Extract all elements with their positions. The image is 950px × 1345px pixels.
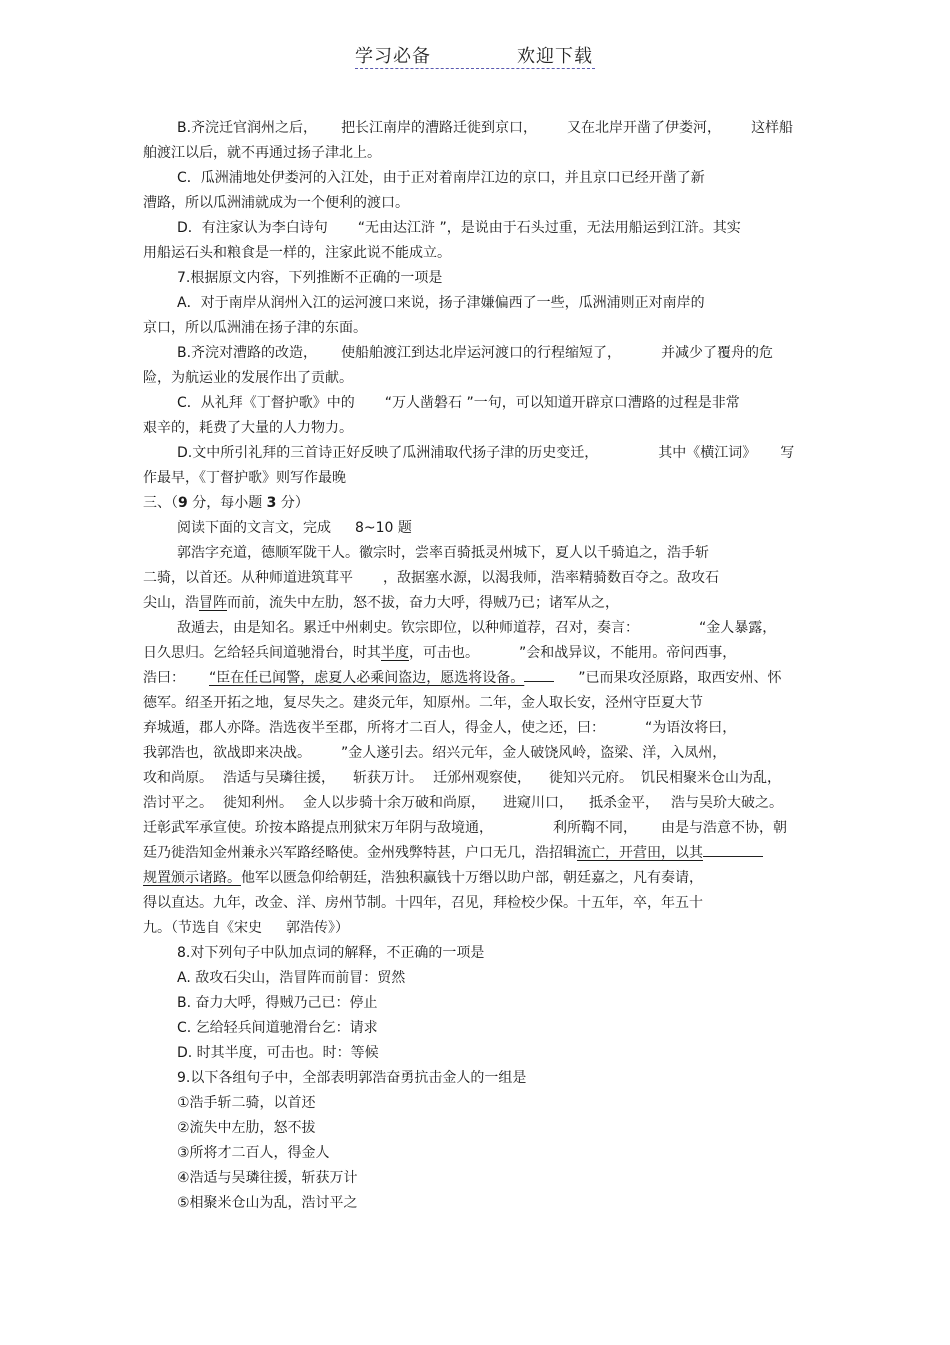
q6-option-b-line1: B.齐浣迁官润州之后， 把长江南岸的漕路迁徙到京口， 又在北岸开凿了伊娄河， 这样船 [177,120,794,136]
underlined-sentence: 流亡，开营田，以其 [577,845,703,861]
passage-line: 弃城遁，郡人亦降。浩选夜半至郡，所将才二百人，得金人，使之还，曰： “为语汝将曰， [143,720,737,736]
q7-option-a-line1: A．对于南岸从润州入江的运河渡口来说，扬子津嫌偏西了一些，瓜洲浦则正对南岸的 [177,295,705,311]
q7-option-c-line2: 艰辛的，耗费了大量的人力物力。 [143,420,353,436]
passage-line: 得以直达。九年，改金、洋、房州节制。十四年，召见，拜检校少保。十五年，卒，年五十 [143,895,703,911]
q8-option-a: A. 敌攻石尖山，浩冒阵而前冒：贸然 [177,970,406,986]
q9-item-2: ②流失中左肋，怒不拔 [177,1120,316,1136]
question-8: 8.对下列句子中队加点词的解释，不正确的一项是 [177,945,485,961]
section-3-heading: 三、（9 分，每小题 3 分） [143,495,309,511]
q6-option-c-line2: 漕路，所以瓜洲浦就成为一个便利的渡口。 [143,195,409,211]
q6-option-d-line1: D．有注家认为李白诗句 “无由达江浒 ”，是说由于石头过重，无法用船运到江浒。其实 [177,220,741,236]
q7-option-b-line1: B.齐浣对漕路的改造， 使船舶渡江到达北岸运河渡口的行程缩短了， 并减少了覆舟的危 [177,345,774,361]
underlined-sentence: 规置颁示诸路。 [143,870,241,886]
passage-line: 廷乃徙浩知金州兼永兴军路经略使。金州残弊特甚，户口无几，浩招辑流亡，开营田，以其 [143,841,815,866]
question-7: 7.根据原文内容，下列推断不正确的一项是 [177,270,443,286]
q8-option-d: D. 时其半度，可击也。时：等候 [177,1045,379,1061]
underlined-sentence: “臣在任已闻警，虑夏人必乘间盗边，愿选将设备。 [209,670,525,686]
passage-line: 日久思归。乞给轻兵间道驰滑台，时其半度，可击也。 ”会和战异议，不能用。帝问西事， [143,645,737,661]
passage-line: 浩讨平之。 徙知利州。 金人以步骑十余万破和尚原， 进窥川口， 抵杀金平， 浩与吴玠大破之。 [143,795,783,811]
document-body [143,116,815,1216]
page-header [355,40,595,69]
passage-line: 规置颁示诸路。他军以匮急仰给朝廷，浩独积赢钱十万缗以助户部，朝廷嘉之，凡有奏请， [143,870,703,886]
q9-item-3: ③所将才二百人，得金人 [177,1145,330,1161]
q6-option-d-line2: 用船运石头和粮食是一样的，注家此说不能成立。 [143,245,451,261]
q8-option-b: B. 奋力大呼，得贼乃己已：停止 [177,995,378,1011]
q7-option-c-line1: C．从礼拜《丁督护歌》中的 “万人凿磐石 ”一句，可以知道开辟京口漕路的过程是非常 [177,395,740,411]
passage-line: 我郭浩也，欲战即来决战。 ”金人遂引去。绍兴元年，金人破饶风岭，盗梁、洋，入凤州， [143,745,727,761]
passage-line: 迁彰武军承宣使。玠按本路提点刑狱宋万年阴与敌境通， 利所鞫不同， 由是与浩意不协，朝 [143,820,787,836]
passage-line: 郭浩字充道，德顺军陇干人。徽宗时，尝率百骑抵灵州城下，夏人以千骑追之，浩手斩 [177,545,709,561]
q6-option-b-line2: 舶渡江以后，就不再通过扬子津北上。 [143,145,381,161]
underlined-word: 冒阵 [199,595,227,611]
passage-line: 二骑，以首还。从种师道进筑茸平 ，敌据塞水源，以渴我师，浩率精骑数百夺之。敌攻石 [143,570,719,586]
underlined-word: 半度 [381,645,409,661]
passage-line: 德军。绍圣开拓之地，复尽失之。建炎元年，知原州。二年，金人取长安，泾州守臣夏大节 [143,695,703,711]
header-right-text: 欢迎下载 [517,46,593,67]
q7-option-d-line2: 作最早，《丁督护歌》则写作最晚 [143,470,346,486]
q7-option-d-line1: D.文中所引礼拜的三首诗正好反映了瓜洲浦取代扬子津的历史变迁， 其中《横江词》 写 [177,445,795,461]
q9-item-4: ④浩适与吴璘往援，斩获万计 [177,1170,358,1186]
passage-line: 攻和尚原。 浩适与吴璘往援， 斩获万计。 迁邠州观察使， 徙知兴元府。 饥民相聚米仓山为乱， [143,770,781,786]
passage-line: 浩曰： “臣在任已闻警，虑夏人必乘间盗边，愿选将设备。 ”已而果攻泾原路，取西安州、怀 [143,666,815,691]
passage-source: 九。（节选自《宋史 郭浩传》） [143,920,349,936]
header-left-text: 学习必备 [355,46,431,67]
q9-item-1: ①浩手斩二骑，以首还 [177,1095,316,1111]
question-9: 9.以下各组句子中，全部表明郭浩奋勇抗击金人的一组是 [177,1070,527,1086]
section-3-instructions: 阅读下面的文言文，完成 8~10 题 [177,520,412,536]
q6-option-c-line1: C．瓜洲浦地处伊娄河的入江处，由于正对着南岸江边的京口，并且京口已经开凿了新 [177,170,705,186]
passage-line: 敌遁去，由是知名。累迁中州刺史。钦宗即位，以种师道荐，召对，奏言： “金人暴露， [177,620,777,636]
q7-option-b-line2: 险，为航运业的发展作出了贡献。 [143,370,353,386]
q9-item-5: ⑤相聚米仓山为乱，浩讨平之 [177,1195,358,1211]
q7-option-a-line2: 京口，所以瓜洲浦在扬子津的东面。 [143,320,367,336]
passage-line: 尖山，浩冒阵而前，流失中左肋，怒不拔，奋力大呼，得贼乃已；诸军从之， [143,595,619,611]
q8-option-c: C. 乞给轻兵间道驰滑台乞：请求 [177,1020,378,1036]
